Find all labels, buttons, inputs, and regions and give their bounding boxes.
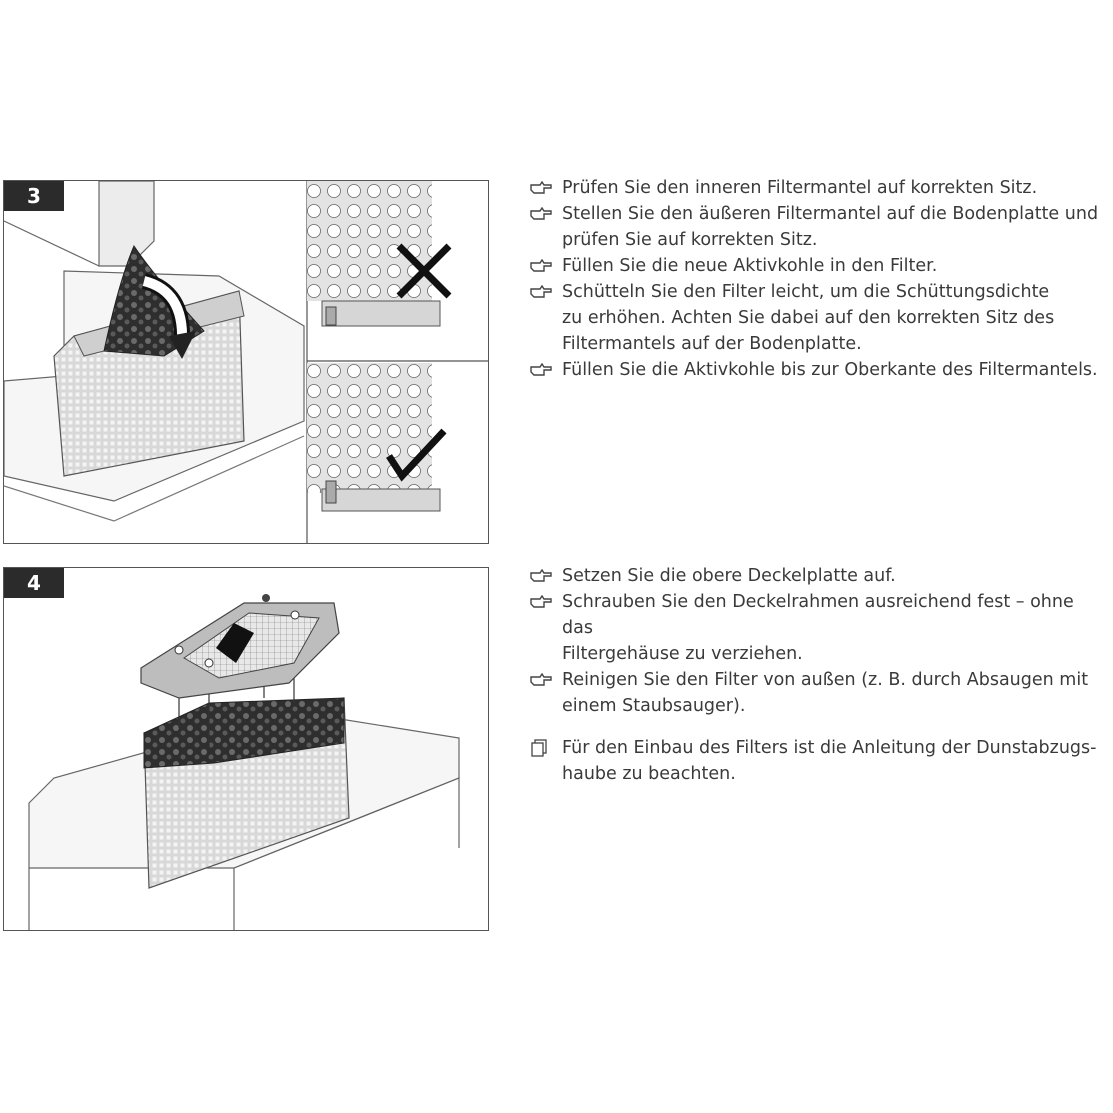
instruction-item (530, 201, 1110, 253)
instruction-item (530, 357, 1110, 383)
instruction-line: Reinigen Sie den Filter von außen (z. B. durch Absaugen mit (562, 670, 1089, 690)
step3-number-badge: 3 (4, 181, 64, 211)
instruction-line: Filtergehäuse zu verziehen. (562, 644, 803, 664)
instruction-line: Stellen Sie den äußeren Filtermantel auf die Bodenplatte und (562, 204, 1099, 224)
instruction-item (530, 589, 1110, 667)
instruction-line: zu erhöhen. Achten Sie dabei auf den korrekten Sitz des (562, 308, 1055, 328)
instruction-line: Setzen Sie die obere Deckelplatte auf. (562, 566, 896, 586)
step4-illustration (4, 568, 488, 930)
step4-instructions (530, 563, 1110, 787)
filter-with-lid-drawing (29, 594, 459, 930)
instruction-item (530, 667, 1110, 719)
pointing-hand-icon (530, 357, 556, 383)
note-item (530, 735, 1110, 787)
pointing-hand-icon (530, 667, 556, 693)
filter-housing-drawing (4, 181, 304, 521)
instruction-item (530, 563, 1110, 589)
note-line: haube zu beachten. (562, 764, 736, 784)
step3-illustration (4, 181, 488, 543)
instruction-item (530, 279, 1110, 357)
step3-figure (3, 180, 489, 544)
document-note-icon (530, 735, 556, 761)
instruction-item (530, 253, 1110, 279)
pointing-hand-icon (530, 589, 556, 615)
step3-instructions (530, 175, 1110, 383)
instruction-line: Filtermantels auf der Bodenplatte. (562, 334, 862, 354)
instruction-line: prüfen Sie auf korrekten Sitz. (562, 230, 818, 250)
step4-figure (3, 567, 489, 931)
instruction-line: Füllen Sie die neue Aktivkohle in den Filter. (562, 256, 938, 276)
correct-fit-detail (307, 363, 444, 511)
pointing-hand-icon (530, 563, 556, 589)
step4-number-badge: 4 (4, 568, 64, 598)
pointing-hand-icon (530, 279, 556, 305)
instruction-line: Füllen Sie die Aktivkohle bis zur Oberkante des Filtermantels. (562, 360, 1098, 380)
pointing-hand-icon (530, 175, 556, 201)
instruction-item (530, 175, 1110, 201)
instruction-line: Schrauben Sie den Deckelrahmen ausreichend fest – ohne das (562, 592, 1074, 638)
instruction-line: einem Staubsauger). (562, 696, 746, 716)
pointing-hand-icon (530, 201, 556, 227)
incorrect-fit-detail (307, 181, 449, 326)
instruction-line: Prüfen Sie den inneren Filtermantel auf korrekten Sitz. (562, 178, 1038, 198)
note-line: Für den Einbau des Filters ist die Anleitung der Dunstabzugs- (562, 738, 1097, 758)
instruction-line: Schütteln Sie den Filter leicht, um die Schüttungsdichte (562, 282, 1050, 302)
pointing-hand-icon (530, 253, 556, 279)
